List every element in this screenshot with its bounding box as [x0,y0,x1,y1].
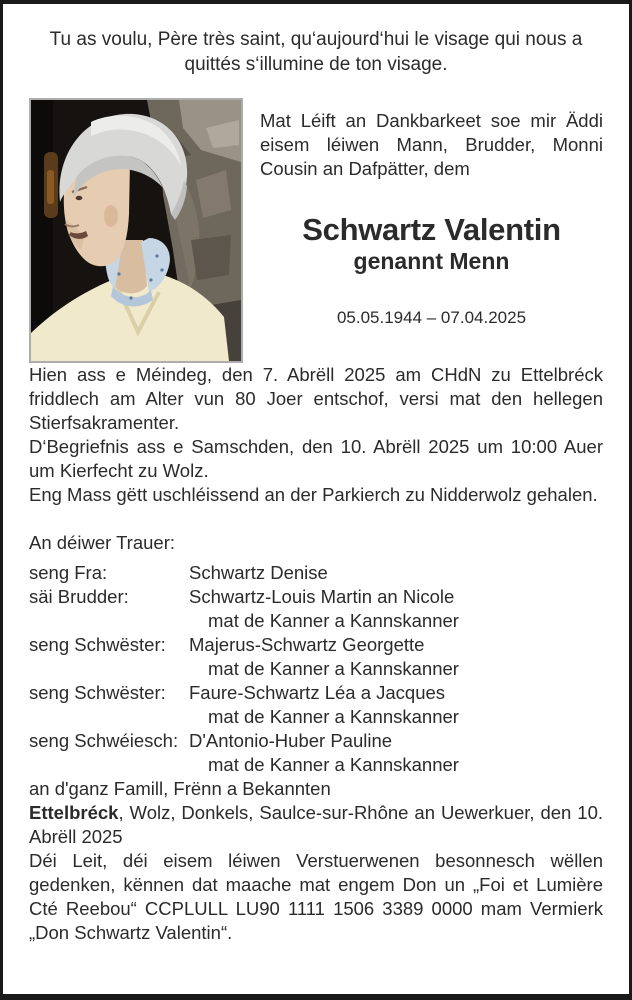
family-relation: seng Schwéiesch: [29,730,179,751]
life-dates: 05.05.1944 – 07.04.2025 [336,308,527,327]
family-names-extra: mat de Kanner a Kannskanner [208,610,459,631]
family-names: Faure-Schwartz Léa a Jacques [189,682,446,703]
intro-text: Mat Léift an Dankbarkeet soe mir Äddi eisem léiwen Mann, Brudder, Monni Cousin an Dafpätter, dem [260,110,603,179]
family-relation: seng Schwëster: [29,634,166,655]
donation-paragraph: Déi Leit, déi eisem léiwen Verstuerwenen besonnesch wëllen gedenken, kënnen dat maache mat engem Don un „Foi et Lumière Cté Reebou“ CCPLULL LU90 1111 1506 3389 0000 mam Vermierk „Don Schwartz Valentin“. [29,850,603,943]
portrait-photo [29,98,243,363]
funeral-paragraph-1: D‘Begriefnis ass e Samschden, den 10. Abrëll 2025 um 10:00 Auer um Kierfecht zu Wolz. [29,436,603,481]
family-relation: seng Schwëster: [29,682,166,703]
family-row [29,585,603,633]
family-names: Schwartz Denise [189,562,328,583]
family-names: Schwartz-Louis Martin an Nicole [189,586,455,607]
header-text-column [243,98,603,363]
family-closing: an d'ganz Famill, Frënn a Bekannten [29,778,331,799]
family-row [29,561,603,585]
deceased-name: Schwartz Valentin [302,212,561,247]
family-row [29,633,603,681]
family-row [29,681,603,729]
eye [76,196,83,200]
family-list [29,561,603,801]
deceased-alias: genannt Menn [353,248,510,274]
family-row [29,729,603,777]
family-names-extra: mat de Kanner a Kannskanner [208,754,459,775]
header-section [29,98,603,363]
ear [104,205,118,227]
family-names: D'Antonio-Huber Pauline [189,730,393,751]
place-rest: , Wolz, Donkels, Saulce-sur-Rhône an Uewerkuer, den 10. Abrëll 2025 [29,802,603,847]
family-relation: säi Brudder: [29,586,129,607]
opening-quote: Tu as voulu, Père très saint, qu‘aujourd‘hui le visage qui nous a quittés s‘illumine de ton visage. [49,29,583,75]
family-names: Majerus-Schwartz Georgette [189,634,425,655]
family-names-extra: mat de Kanner a Kannskanner [208,706,459,727]
death-paragraph: Hien ass e Méindeg, den 7. Abrëll 2025 am CHdN zu Ettelbréck friddlech am Alter vun 80 Joer entschof, versi mat den hellegen Stierfsakramenter. [29,364,603,433]
mourning-heading: An déiwer Trauer: [29,532,176,553]
portrait-illustration [31,100,241,361]
deceased-name-block [260,213,603,275]
funeral-paragraph-2: Eng Mass gëtt uschléissend an der Parkierch zu Nidderwolz gehalen. [29,484,598,505]
family-relation: seng Fra: [29,562,108,583]
place-bold: Ettelbréck [29,802,119,823]
family-names-extra: mat de Kanner a Kannskanner [208,658,459,679]
place-date-line [29,801,603,849]
